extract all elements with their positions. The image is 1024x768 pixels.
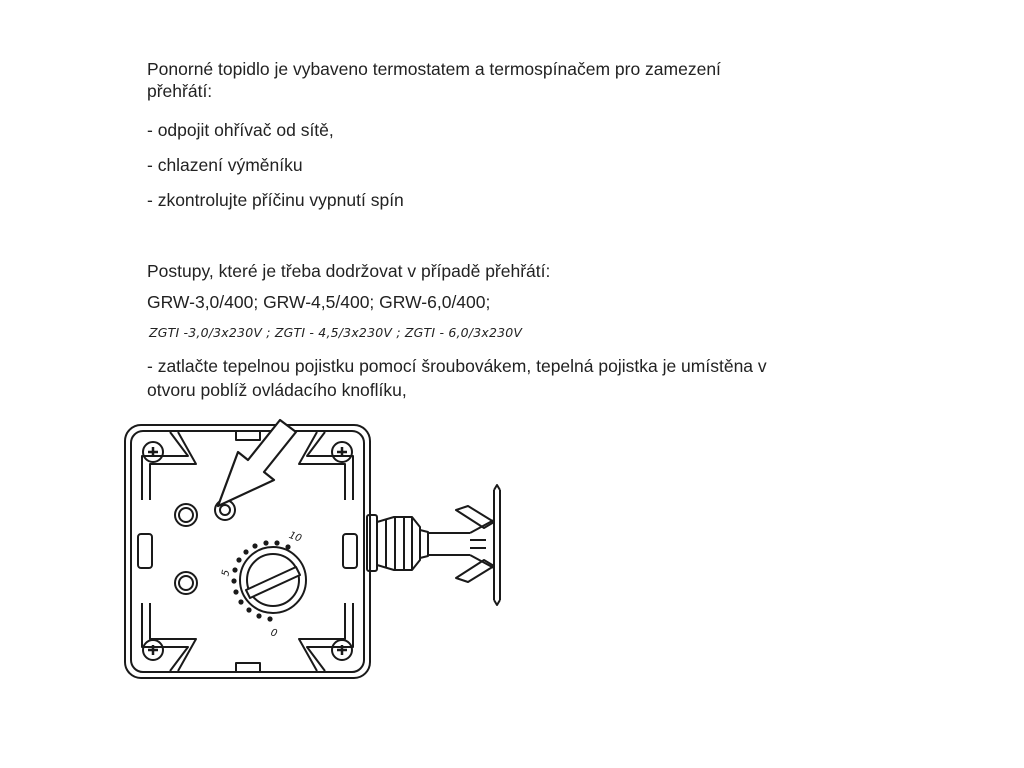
thermostat-knob: [240, 547, 306, 613]
indicator-holes: [175, 504, 197, 594]
models-grw: GRW-3,0/400; GRW-4,5/400; GRW-6,0/400;: [147, 292, 491, 312]
dial-label-min: 0: [269, 627, 279, 640]
step-cooling: - chlazení výměníku: [147, 155, 303, 175]
procedure-heading: Postupy, které je třeba dodržovat v případě přehřátí:: [147, 261, 551, 281]
intro-line-1: Ponorné topidlo je vybaveno termostatem a termospínačem pro zamezení: [147, 59, 721, 79]
dial-label-max: 10: [287, 529, 303, 545]
instruction-line-1: - zatlačte tepelnou pojistku pomocí šroubovákem, tepelná pojistka je umístěna v: [147, 356, 767, 376]
dial-label-mid: 5: [220, 568, 233, 578]
cable: [428, 485, 500, 605]
pointer-arrow-icon: [218, 420, 296, 506]
step-disconnect: - odpojit ohřívač od sítě,: [147, 120, 334, 140]
step-check-cause: - zkontrolujte příčinu vypnutí spín: [147, 190, 404, 210]
models-zgti: ZGTI -3,0/3x230V ; ZGTI - 4,5/3x230V ; ZGTI - 6,0/3x230V: [149, 325, 523, 340]
intro-line-2: přehřátí:: [147, 81, 213, 101]
instruction-line-2: otvoru poblíž ovládacího knoflíku,: [147, 380, 407, 400]
cable-gland: [367, 515, 428, 571]
